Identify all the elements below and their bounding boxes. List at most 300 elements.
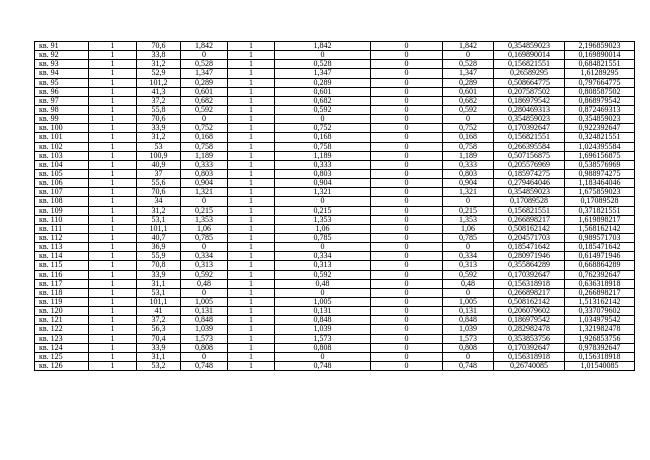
- table-cell: 1: [228, 233, 275, 242]
- table-cell: 40,9: [137, 160, 181, 169]
- table-cell: 0,758: [275, 142, 371, 151]
- table-cell: 0,266898217: [565, 288, 635, 297]
- table-cell: 0,266898217: [494, 288, 565, 297]
- table-cell: 0: [275, 115, 371, 124]
- table-cell: 0,279464046: [494, 179, 565, 188]
- table-cell: 1,189: [443, 151, 494, 160]
- table-cell: 1,347: [443, 69, 494, 78]
- table-cell: 1: [89, 361, 137, 370]
- table-cell: 0: [371, 124, 443, 133]
- table-cell: 1,347: [181, 69, 228, 78]
- table-cell: 40,7: [137, 233, 181, 242]
- table-cell: 0,785: [181, 233, 228, 242]
- table-cell: 0,601: [443, 87, 494, 96]
- table-cell: 0: [443, 115, 494, 124]
- table-cell: 0,797664775: [565, 78, 635, 87]
- apartment-label-cell: кв. 124: [35, 343, 89, 352]
- table-cell: 0: [371, 179, 443, 188]
- table-cell: 1,573: [443, 334, 494, 343]
- apartment-label-cell: кв. 106: [35, 179, 89, 188]
- apartment-label-cell: кв. 100: [35, 124, 89, 133]
- table-row: [35, 334, 635, 343]
- table-cell: 0,185471642: [565, 243, 635, 252]
- table-cell: 0,803: [275, 169, 371, 178]
- table-cell: 0,507156875: [494, 151, 565, 160]
- table-cell: 0,592: [181, 270, 228, 279]
- table-cell: 0,353853756: [494, 334, 565, 343]
- table-cell: 1: [89, 60, 137, 69]
- table-row: [35, 133, 635, 142]
- table-cell: 0: [371, 197, 443, 206]
- table-cell: 0: [181, 51, 228, 60]
- table-cell: 1,573: [181, 334, 228, 343]
- table-cell: 0: [181, 243, 228, 252]
- table-cell: 1: [228, 334, 275, 343]
- table-cell: 0,185471642: [494, 243, 565, 252]
- table-cell: 1: [89, 133, 137, 142]
- table-cell: 0: [181, 197, 228, 206]
- table-cell: 1: [228, 288, 275, 297]
- table-cell: 0,170392647: [494, 124, 565, 133]
- table-cell: 1: [89, 105, 137, 114]
- apartment-label-cell: кв. 104: [35, 160, 89, 169]
- table-cell: 0,337079602: [565, 307, 635, 316]
- apartment-label-cell: кв. 99: [35, 115, 89, 124]
- table-cell: 1: [228, 270, 275, 279]
- table-cell: 1,513162142: [565, 297, 635, 306]
- table-cell: 41: [137, 307, 181, 316]
- table-cell: 31,2: [137, 206, 181, 215]
- table-cell: 0: [371, 96, 443, 105]
- table-cell: 1: [228, 169, 275, 178]
- table-cell: 0,682: [443, 96, 494, 105]
- table-cell: 0,169890014: [565, 51, 635, 60]
- table-cell: 0,904: [275, 179, 371, 188]
- table-cell: 0: [371, 252, 443, 261]
- table-cell: 0,168: [275, 133, 371, 142]
- table-cell: 33,9: [137, 124, 181, 133]
- table-cell: 0,762392647: [565, 270, 635, 279]
- table-row: [35, 60, 635, 69]
- table-cell: 1: [228, 105, 275, 114]
- table-cell: 1,06: [181, 224, 228, 233]
- table-row: [35, 224, 635, 233]
- table-cell: 100,9: [137, 151, 181, 160]
- table-cell: 31,2: [137, 60, 181, 69]
- table-cell: 1,189: [275, 151, 371, 160]
- table-cell: 41,3: [137, 87, 181, 96]
- table-cell: 1: [89, 169, 137, 178]
- table-cell: 1: [89, 206, 137, 215]
- table-cell: 0,156821551: [494, 206, 565, 215]
- table-cell: 53: [137, 142, 181, 151]
- table-cell: 36,9: [137, 243, 181, 252]
- table-cell: 1,353: [443, 215, 494, 224]
- table-cell: 0,682: [181, 96, 228, 105]
- table-cell: 55,6: [137, 179, 181, 188]
- table-cell: 33,9: [137, 343, 181, 352]
- table-row: [35, 352, 635, 361]
- table-cell: 0,748: [181, 361, 228, 370]
- table-cell: 0,280971946: [494, 252, 565, 261]
- table-cell: 55,9: [137, 252, 181, 261]
- apartment-label-cell: кв. 119: [35, 297, 89, 306]
- table-cell: 0: [275, 352, 371, 361]
- table-cell: 0: [371, 243, 443, 252]
- table-cell: 0: [371, 352, 443, 361]
- table-cell: 0,636318918: [565, 279, 635, 288]
- table-cell: 1,034979542: [565, 316, 635, 325]
- table-cell: 1: [89, 261, 137, 270]
- table-cell: 0,528: [275, 60, 371, 69]
- apartment-label-cell: кв. 97: [35, 96, 89, 105]
- table-cell: 0,313: [443, 261, 494, 270]
- table-cell: 1: [89, 78, 137, 87]
- table-cell: 0,280469313: [494, 105, 565, 114]
- table-cell: 1: [228, 325, 275, 334]
- table-row: [35, 297, 635, 306]
- table-cell: 53,2: [137, 361, 181, 370]
- table-row: [35, 279, 635, 288]
- table-cell: 1,039: [443, 325, 494, 334]
- table-cell: 70,6: [137, 115, 181, 124]
- apartment-label-cell: кв. 121: [35, 316, 89, 325]
- table-cell: 1,024395584: [565, 142, 635, 151]
- table-cell: 0,333: [181, 160, 228, 169]
- apartment-label-cell: кв. 94: [35, 69, 89, 78]
- table-cell: 0,592: [443, 105, 494, 114]
- table-cell: 1,321: [275, 188, 371, 197]
- apartment-label-cell: кв. 95: [35, 78, 89, 87]
- table-cell: 0,848: [443, 316, 494, 325]
- table-cell: 0,215: [181, 206, 228, 215]
- table-cell: 0,922392647: [565, 124, 635, 133]
- table-cell: 0,282982478: [494, 325, 565, 334]
- table-cell: 0: [443, 352, 494, 361]
- table-row: [35, 51, 635, 60]
- table-cell: 0,266898217: [494, 215, 565, 224]
- table-row: [35, 243, 635, 252]
- table-cell: 0: [275, 51, 371, 60]
- table-cell: 0,170392647: [494, 343, 565, 352]
- table-cell: 1: [89, 151, 137, 160]
- apartment-label-cell: кв. 120: [35, 307, 89, 316]
- table-cell: 1: [228, 188, 275, 197]
- table-cell: 0,752: [181, 124, 228, 133]
- table-cell: 0: [443, 51, 494, 60]
- table-cell: 1: [89, 316, 137, 325]
- apartment-label-cell: кв. 93: [35, 60, 89, 69]
- table-cell: 0: [371, 261, 443, 270]
- table-row: [35, 206, 635, 215]
- table-cell: 0,538576969: [565, 160, 635, 169]
- table-cell: 0,592: [275, 270, 371, 279]
- table-cell: 2,196859023: [565, 42, 635, 51]
- table-cell: 0,156821551: [494, 60, 565, 69]
- table-cell: 1: [89, 243, 137, 252]
- table-cell: 0,354859023: [494, 115, 565, 124]
- table-row: [35, 179, 635, 188]
- table-cell: 0,354859023: [494, 42, 565, 51]
- table-cell: 1,321982478: [565, 325, 635, 334]
- table-cell: 0: [371, 60, 443, 69]
- table-cell: 0,186979542: [494, 316, 565, 325]
- table-cell: 55,8: [137, 105, 181, 114]
- table-cell: 0: [275, 197, 371, 206]
- table-cell: 1: [89, 297, 137, 306]
- table-row: [35, 270, 635, 279]
- table-cell: 0,868979542: [565, 96, 635, 105]
- table-cell: 0,758: [443, 142, 494, 151]
- table-cell: 0: [371, 206, 443, 215]
- table-cell: 0,333: [443, 160, 494, 169]
- apartment-label-cell: кв. 92: [35, 51, 89, 60]
- table-cell: 0,207587502: [494, 87, 565, 96]
- table-cell: 0,17089528: [494, 197, 565, 206]
- table-cell: 0: [371, 69, 443, 78]
- table-cell: 0: [181, 352, 228, 361]
- table-cell: 0,334: [181, 252, 228, 261]
- table-cell: 0: [371, 233, 443, 242]
- table-cell: 0,803: [443, 169, 494, 178]
- table-row: [35, 325, 635, 334]
- table-cell: 0,26589295: [494, 69, 565, 78]
- table-cell: 1: [228, 215, 275, 224]
- table-row: [35, 188, 635, 197]
- table-row: [35, 105, 635, 114]
- table-cell: 70,6: [137, 188, 181, 197]
- table-cell: 0,289: [275, 78, 371, 87]
- table-cell: 0,313: [275, 261, 371, 270]
- table-cell: 0,752: [443, 124, 494, 133]
- table-cell: 1,619898217: [565, 215, 635, 224]
- table-cell: 1: [228, 261, 275, 270]
- table-cell: 0,508162142: [494, 224, 565, 233]
- table-cell: 1: [89, 252, 137, 261]
- table-cell: 0,682: [275, 96, 371, 105]
- table-cell: 1,06: [275, 224, 371, 233]
- table-cell: 1: [228, 279, 275, 288]
- apartment-label-cell: кв. 102: [35, 142, 89, 151]
- table-cell: 101,1: [137, 297, 181, 306]
- table-cell: 0,808587502: [565, 87, 635, 96]
- table-cell: 0,528: [443, 60, 494, 69]
- apartment-label-cell: кв. 123: [35, 334, 89, 343]
- table-cell: 1: [89, 96, 137, 105]
- table-row: [35, 169, 635, 178]
- table-cell: 1: [89, 197, 137, 206]
- table-cell: 1: [228, 115, 275, 124]
- table-cell: 1,005: [275, 297, 371, 306]
- table-cell: 0,803: [181, 169, 228, 178]
- table-row: [35, 142, 635, 151]
- table-cell: 1,61289295: [565, 69, 635, 78]
- table-row: [35, 261, 635, 270]
- table-cell: 1,842: [275, 42, 371, 51]
- table-cell: 0,785: [443, 233, 494, 242]
- apartment-label-cell: кв. 96: [35, 87, 89, 96]
- apartment-label-cell: кв. 111: [35, 224, 89, 233]
- table-cell: 0,266395584: [494, 142, 565, 151]
- table-cell: 1: [228, 352, 275, 361]
- table-cell: 0: [371, 325, 443, 334]
- table-cell: 0,808: [275, 343, 371, 352]
- table-row: [35, 197, 635, 206]
- table-cell: 0,169890014: [494, 51, 565, 60]
- table-cell: 1: [228, 297, 275, 306]
- table-cell: 0: [443, 197, 494, 206]
- table-cell: 0,156318918: [494, 279, 565, 288]
- apartment-data-table: [34, 41, 635, 371]
- table-cell: 33,8: [137, 51, 181, 60]
- table-cell: 70,8: [137, 261, 181, 270]
- table-cell: 0,592: [181, 105, 228, 114]
- table-row: [35, 307, 635, 316]
- table-cell: 0,758: [181, 142, 228, 151]
- table-cell: 0: [443, 243, 494, 252]
- table-cell: 0,528: [181, 60, 228, 69]
- table-cell: 0: [181, 115, 228, 124]
- table-cell: 1,353: [181, 215, 228, 224]
- table-cell: 37: [137, 169, 181, 178]
- table-cell: 1,189: [181, 151, 228, 160]
- table-cell: 0: [371, 151, 443, 160]
- table-cell: 1,696156875: [565, 151, 635, 160]
- table-cell: 0,508664775: [494, 78, 565, 87]
- table-cell: 33,9: [137, 270, 181, 279]
- table-cell: 0,684821551: [565, 60, 635, 69]
- table-cell: 1: [228, 87, 275, 96]
- table-cell: 1: [228, 224, 275, 233]
- apartment-label-cell: кв. 91: [35, 42, 89, 51]
- apartment-label-cell: кв. 115: [35, 261, 89, 270]
- table-cell: 0,205576969: [494, 160, 565, 169]
- apartment-label-cell: кв. 98: [35, 105, 89, 114]
- apartment-label-cell: кв. 126: [35, 361, 89, 370]
- table-cell: 1: [89, 69, 137, 78]
- apartment-label-cell: кв. 110: [35, 215, 89, 224]
- table-cell: 1: [89, 279, 137, 288]
- table-cell: 0,289: [181, 78, 228, 87]
- apartment-label-cell: кв. 103: [35, 151, 89, 160]
- table-cell: 0,48: [275, 279, 371, 288]
- table-cell: 1: [89, 124, 137, 133]
- table-cell: 1: [89, 325, 137, 334]
- table-cell: 1: [89, 115, 137, 124]
- table-cell: 1: [89, 352, 137, 361]
- table-cell: 0,185974275: [494, 169, 565, 178]
- apartment-label-cell: кв. 112: [35, 233, 89, 242]
- table-cell: 1: [228, 343, 275, 352]
- table-row: [35, 96, 635, 105]
- table-cell: 1,039: [275, 325, 371, 334]
- table-cell: 1: [89, 179, 137, 188]
- table-row: [35, 343, 635, 352]
- table-cell: 0,156318918: [565, 352, 635, 361]
- table-row: [35, 288, 635, 297]
- table-cell: 0,206079602: [494, 307, 565, 316]
- table-cell: 0,354859023: [494, 188, 565, 197]
- table-cell: 0,808: [181, 343, 228, 352]
- table-cell: 0,215: [443, 206, 494, 215]
- table-cell: 0,324821551: [565, 133, 635, 142]
- table-row: [35, 361, 635, 370]
- table-cell: 1: [228, 179, 275, 188]
- table-cell: 1: [228, 51, 275, 60]
- table-cell: 1,005: [181, 297, 228, 306]
- apartment-label-cell: кв. 105: [35, 169, 89, 178]
- table-cell: 1,005: [443, 297, 494, 306]
- table-cell: 1: [89, 307, 137, 316]
- table-cell: 1: [89, 288, 137, 297]
- table-cell: 1: [89, 334, 137, 343]
- table-cell: 0,186979542: [494, 96, 565, 105]
- table-cell: 1: [89, 215, 137, 224]
- table-cell: 1: [228, 361, 275, 370]
- table-row: [35, 215, 635, 224]
- table-cell: 0,601: [275, 87, 371, 96]
- table-cell: 56,3: [137, 325, 181, 334]
- table-cell: 37,2: [137, 316, 181, 325]
- table-row: [35, 124, 635, 133]
- table-cell: 70,6: [137, 42, 181, 51]
- table-cell: 1,321: [181, 188, 228, 197]
- table-cell: 0: [371, 142, 443, 151]
- table-cell: 0,668864289: [565, 261, 635, 270]
- table-row: [35, 115, 635, 124]
- apartment-label-cell: кв. 107: [35, 188, 89, 197]
- table-cell: 0: [371, 334, 443, 343]
- table-cell: 0,168: [443, 133, 494, 142]
- table-cell: 1: [228, 151, 275, 160]
- table-cell: 1: [89, 270, 137, 279]
- table-cell: 0,748: [443, 361, 494, 370]
- table-cell: 0: [275, 243, 371, 252]
- table-cell: 1: [228, 42, 275, 51]
- table-cell: 0,215: [275, 206, 371, 215]
- table-row: [35, 316, 635, 325]
- apartment-label-cell: кв. 118: [35, 288, 89, 297]
- apartment-label-cell: кв. 117: [35, 279, 89, 288]
- table-cell: 37,2: [137, 96, 181, 105]
- table-cell: 0: [181, 288, 228, 297]
- table-cell: 1: [228, 307, 275, 316]
- table-cell: 0,508162142: [494, 297, 565, 306]
- table-cell: 0,592: [275, 105, 371, 114]
- table-cell: 1: [228, 69, 275, 78]
- table-cell: 0,48: [443, 279, 494, 288]
- apartment-label-cell: кв. 122: [35, 325, 89, 334]
- table-cell: 0,355864289: [494, 261, 565, 270]
- table-cell: 0,988974275: [565, 169, 635, 178]
- table-cell: 1,06: [443, 224, 494, 233]
- apartment-label-cell: кв. 108: [35, 197, 89, 206]
- table-row: [35, 69, 635, 78]
- table-cell: 1: [228, 160, 275, 169]
- table-cell: 1: [89, 142, 137, 151]
- table-cell: 0,872469313: [565, 105, 635, 114]
- table-cell: 0,848: [275, 316, 371, 325]
- table-cell: 1,347: [275, 69, 371, 78]
- table-cell: 1: [228, 197, 275, 206]
- table-cell: 0: [371, 270, 443, 279]
- table-cell: 1: [228, 243, 275, 252]
- table-row: [35, 252, 635, 261]
- table-row: [35, 151, 635, 160]
- table-cell: 0: [371, 224, 443, 233]
- table-cell: 1: [89, 42, 137, 51]
- table-cell: 0: [371, 87, 443, 96]
